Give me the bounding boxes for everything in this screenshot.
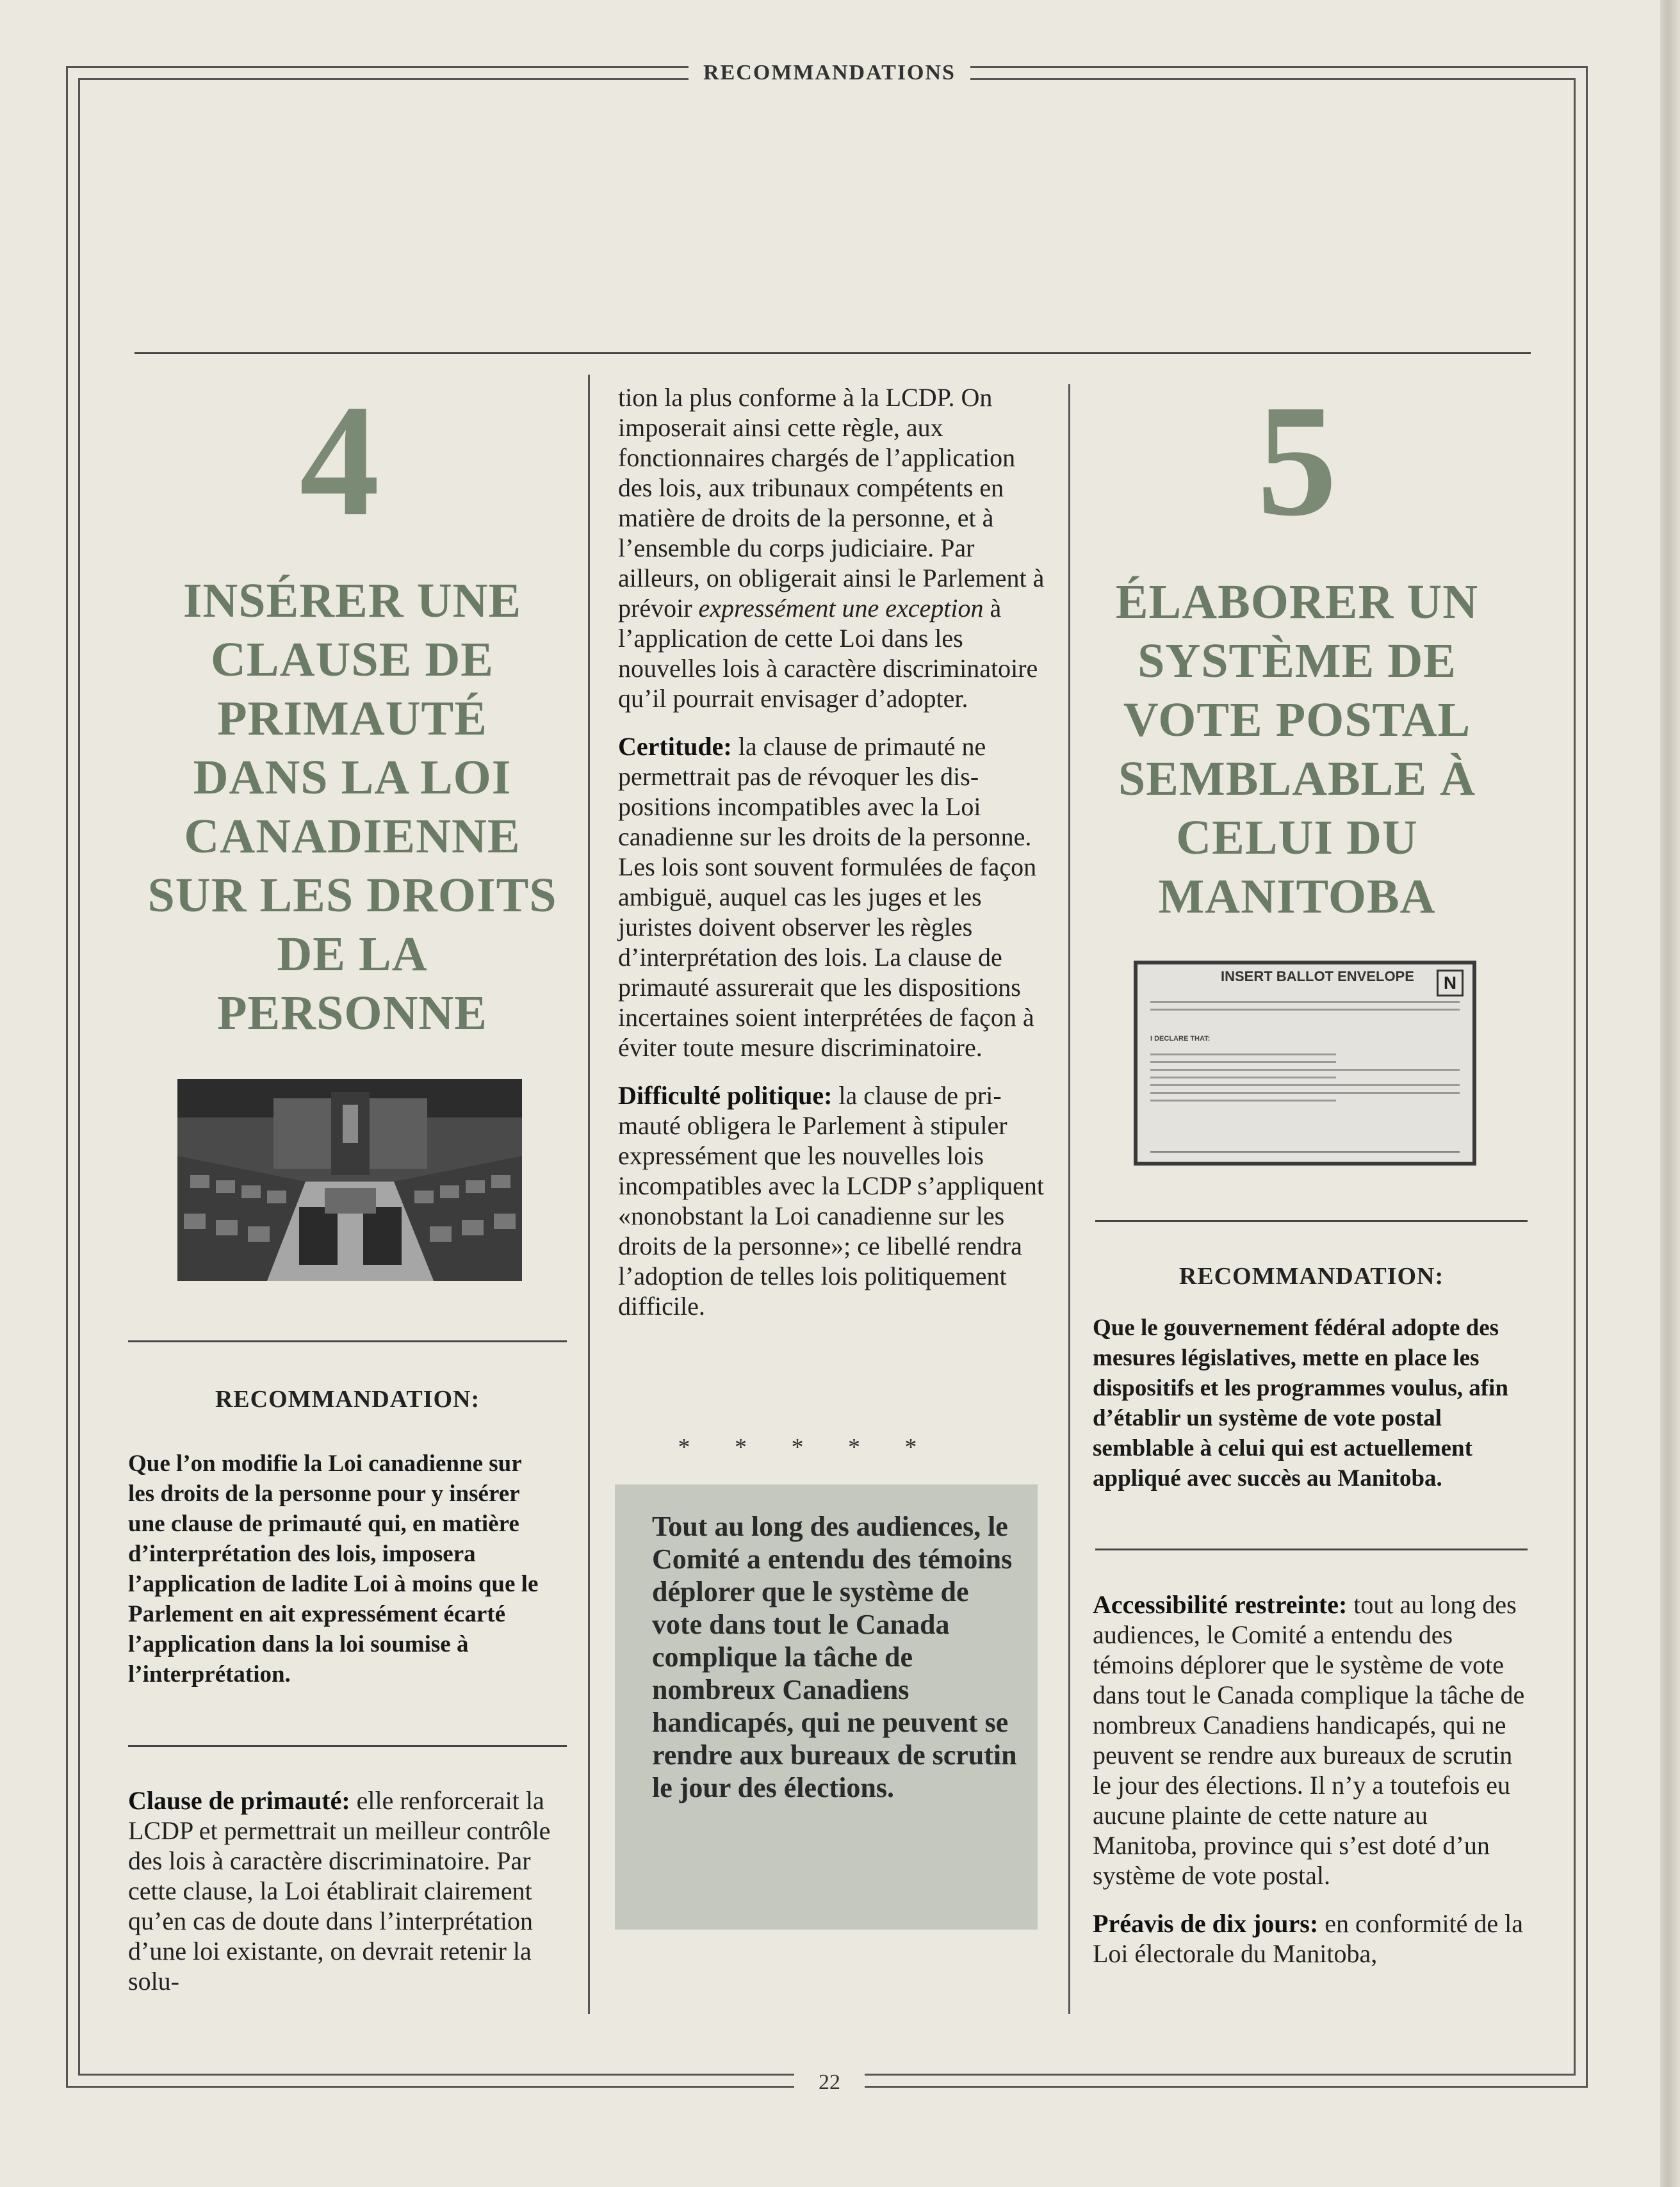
title-line: SUR LES DROITS xyxy=(147,868,557,922)
recommendation-5-text: Que le gouvernement fédéral adopte des mesures législatives, mette en place les dispositifs et les programmes voulus, afin d’établir un système de vote postal semblable à celui qui est actuellement appliqué avec succès au Manitoba. xyxy=(1093,1315,1508,1492)
recommendation-number-5: 5 xyxy=(1257,372,1337,549)
recommendation-4-text: Que l’on modifie la Loi canadienne sur les droits de la personne pour y insérer une clause de primauté qui, en matière d’interprétation des lois, imposera l’application de ladite Loi à moins que le Parlement en ait expressément écarté l’application dans la loi soumise à l’interprétation. xyxy=(128,1451,539,1687)
paragraph-heading: Clause de primauté: xyxy=(128,1786,350,1815)
paragraph-heading: Accessibilité restreinte: xyxy=(1093,1590,1348,1619)
title-line: MANITOBA xyxy=(1158,870,1436,923)
page-edge xyxy=(1660,0,1680,2187)
title-line: CANADIENNE xyxy=(184,809,521,863)
paragraph-heading: Certitude: xyxy=(618,732,732,761)
recommendation-4-title xyxy=(122,571,583,1043)
page-number: 22 xyxy=(794,2063,865,2102)
recommendation-4-rule-bottom xyxy=(128,1745,567,1747)
ballot-envelope-photo xyxy=(1134,961,1476,1166)
paragraph-heading: Préavis de dix jours: xyxy=(1093,1909,1319,1938)
top-rule xyxy=(135,352,1531,354)
middle-column-text xyxy=(618,382,1054,1339)
title-line: PRIMAUTÉ xyxy=(217,692,487,745)
title-line: CLAUSE DE xyxy=(211,633,494,687)
pull-quote-box: Tout au long des audiences, le Comité a entendu des témoins déplorer que le système de vote dans tout le Canada complique la tâche de nombreux Canadiens handicapés, qui ne peuvent se rendre aux bureaux de scrutin le jour des élections. xyxy=(615,1484,1038,1930)
paragraph-heading: Difficulté politique: xyxy=(618,1081,833,1110)
ballot-declaration-lines xyxy=(1150,1048,1460,1107)
recommendation-number-4: 4 xyxy=(299,372,380,549)
column-divider-left xyxy=(588,375,590,2014)
title-line: ÉLABORER UN xyxy=(1115,575,1479,629)
title-line: CELUI DU xyxy=(1176,811,1418,865)
italic-phrase: expressément une exception xyxy=(698,594,984,622)
accessibility-paragraph: Accessibilité restreinte: tout au long des audiences, le Comité a entendu des témoins déplorer que le système de vote dans tout le Canada complique la tâche de nombreux Canadiens handicapés, qui ne peuvent se rendre aux bureaux de scrutin le jour des élections. Il n’y a toutefois eu aucune plainte de cette nature au Manitoba, province qui s’est doté d’un système de vote postal. xyxy=(1093,1590,1525,1890)
title-line: VOTE POSTAL xyxy=(1123,693,1471,747)
ballot-declaration-label: I DECLARE THAT: xyxy=(1150,1035,1211,1043)
title-line: DANS LA LOI xyxy=(193,751,512,804)
paragraph-text: elle renforcerait la LCDP et permettrait un meilleur contrôle des lois à caractère discriminatoire. Par cette clause, la Loi établirait clairement qu’en cas de doute dans l’interprétation d’une loi existante, on devrait retenir la solu- xyxy=(128,1786,551,1996)
ballot-envelope-letter: N xyxy=(1437,970,1464,996)
title-line: PERSONNE xyxy=(217,986,487,1040)
recommendation-5-label: RECOMMANDATION: xyxy=(1178,1263,1444,1290)
recommendation-5-title xyxy=(1089,573,1505,926)
title-line: SYSTÈME DE xyxy=(1138,634,1456,688)
parliament-chamber-photo xyxy=(177,1079,522,1281)
title-line: DE LA xyxy=(277,927,428,981)
title-line: SEMBLABLE À xyxy=(1118,752,1476,806)
continued-paragraph: tion la plus conforme à la LCDP. On imposerait ainsi cette règle, aux fonctionnaires chargés de l’application des lois, aux tribunaux compétents en matière de droits de la personne, et à l’ensemble du corps judiciaire. Par ailleurs, on obligerait ainsi le Parlement à prévoir expressément une exception à l’application de cette Loi dans les nouvelles lois à caractère discriminatoire qu’il pourrait envisager d’adopter. xyxy=(618,383,1045,713)
right-column-text xyxy=(1093,1589,1528,1987)
political-difficulty-paragraph: Difficulté politique: la clause de primauté obligera le Parlement à stipuler expressément que les nouvelles lois incompatibles avec la LCDP s’appliquent «nonobstant la Loi canadienne sur les droits de la personne»; ce libellé rendra l’adoption de telles lois politiquement difficile. xyxy=(618,1081,1045,1321)
primacy-clause-paragraph xyxy=(128,1785,570,1996)
ten-day-notice-paragraph: Préavis de dix jours: en conformité de la Loi électorale du Manitoba, xyxy=(1093,1909,1524,1968)
recommendation-4-label: RECOMMANDATION: xyxy=(215,1386,480,1413)
column-divider-right xyxy=(1068,384,1070,2014)
title-line: INSÉRER UNE xyxy=(183,574,522,628)
section-header: RECOMMANDATIONS xyxy=(689,54,970,92)
certainty-paragraph: Certitude: la clause de primauté ne permettrait pas de révoquer les dispositions incompatibles avec la Loi canadienne sur les droits de la personne. Les lois sont souvent formulées de façon ambiguë, auquel cas les juges et les juristes doivent observer les règles d’interprétation des lois. La clause de primauté assurerait que les dispositions incertaines soient interprétées de façon à éviter toute mesure discriminatoire. xyxy=(618,732,1037,1062)
ballot-envelope-title: INSERT BALLOT ENVELOPE xyxy=(1221,968,1414,984)
ballot-form-lines xyxy=(1150,995,1460,1016)
ballot-signature-line xyxy=(1150,1151,1460,1153)
section-separator: * * * * * xyxy=(678,1434,936,1461)
recommendation-5-rule-top xyxy=(1095,1220,1528,1222)
recommendation-5-rule-bottom xyxy=(1095,1549,1528,1550)
recommendation-4-rule-top xyxy=(128,1340,567,1342)
